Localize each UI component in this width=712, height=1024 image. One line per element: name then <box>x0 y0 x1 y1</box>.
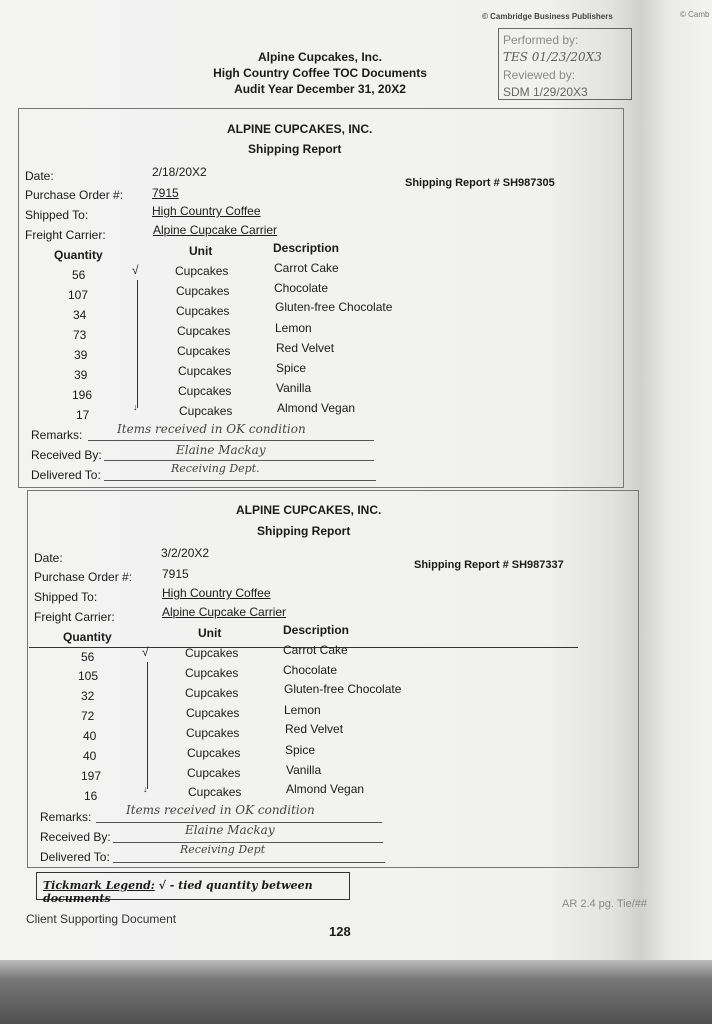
report2-row-qty: 72 <box>81 709 95 723</box>
report1-row-desc: Red Velvet <box>276 341 335 355</box>
report2-date: 3/2/20X2 <box>161 546 210 560</box>
report2-delivered-to-label: Delivered To: <box>40 850 110 864</box>
report2-received-by: Elaine Mackay <box>185 823 275 837</box>
report1-tickmark-top: √ <box>132 263 139 277</box>
report1-row-qty: 56 <box>72 268 86 282</box>
report2-company: ALPINE CUPCAKES, INC. <box>236 503 382 517</box>
report1-quantity-header: Quantity <box>54 248 103 262</box>
report1-row-unit: Cupcakes <box>176 284 230 298</box>
page-number: 128 <box>329 924 351 939</box>
signoff-box <box>498 28 632 100</box>
report1-carrier-label: Freight Carrier: <box>25 228 106 242</box>
report2-remarks-label: Remarks: <box>40 810 92 824</box>
report2-row-qty: 32 <box>81 689 95 703</box>
report2-row-qty: 56 <box>81 650 95 664</box>
report2-row-qty: 16 <box>84 789 98 803</box>
report2-tickmark-top: √ <box>142 645 149 659</box>
report1-row-desc: Spice <box>276 361 307 375</box>
report1-row-qty: 34 <box>73 308 87 322</box>
report1-remarks-line <box>88 440 374 441</box>
report2-row-desc: Red Velvet <box>285 722 344 736</box>
report1-row-unit: Cupcakes <box>177 324 231 338</box>
report1-shipped-to: High Country Coffee <box>152 204 261 218</box>
report2-po: 7915 <box>162 567 189 581</box>
report1-row-unit: Cupcakes <box>176 304 230 318</box>
report1-delivered-to: Receiving Dept. <box>171 462 260 475</box>
report2-row-unit: Cupcakes <box>188 785 242 799</box>
performed-by-label: Performed by: <box>503 33 579 47</box>
report1-row-unit: Cupcakes <box>175 264 229 278</box>
report1-row-desc: Chocolate <box>274 281 329 295</box>
copyright-notice-edge: © Camb <box>680 10 710 19</box>
report1-received-by: Elaine Mackay <box>176 443 266 457</box>
report1-tickmark-line <box>137 280 138 408</box>
report2-row-qty: 40 <box>83 749 97 763</box>
report1-row-desc: Gluten-free Chocolate <box>275 300 393 314</box>
report2-row-unit: Cupcakes <box>187 746 241 760</box>
report2-row-qty: 105 <box>78 669 99 683</box>
report1-row-qty: 39 <box>74 348 88 362</box>
report1-date: 2/18/20X2 <box>152 165 207 179</box>
report2-remarks: Items received in OK condition <box>126 803 315 817</box>
report2-row-desc: Spice <box>285 743 316 757</box>
report2-row-qty: 40 <box>83 729 97 743</box>
report2-row-unit: Cupcakes <box>185 646 239 660</box>
report1-row-qty: 39 <box>74 368 88 382</box>
header-audit-year: Audit Year December 31, 20X2 <box>234 82 406 96</box>
report1-shipped-to-label: Shipped To: <box>25 208 89 222</box>
report1-po-label: Purchase Order #: <box>25 188 124 202</box>
report1-row-qty: 73 <box>73 328 87 342</box>
tickmark-legend-title: Tickmark Legend: <box>43 879 155 892</box>
performed-by-value: TES 01/23/20X3 <box>503 50 602 64</box>
report1-row-desc: Lemon <box>275 321 312 335</box>
report2-delivered-to: Receiving Dept <box>180 843 266 856</box>
report2-row-desc: Chocolate <box>283 663 338 677</box>
report1-row-desc: Vanilla <box>276 381 312 395</box>
report2-shipped-to: High Country Coffee <box>162 586 271 600</box>
report1-row-unit: Cupcakes <box>179 404 233 418</box>
report1-number: Shipping Report # SH987305 <box>405 177 555 189</box>
report2-row-qty: 197 <box>81 769 102 783</box>
header-doc-title: High Country Coffee TOC Documents <box>213 66 427 80</box>
report2-tickmark-arrow-icon: ↓ <box>143 784 148 794</box>
report1-tickmark-arrow-icon: ↓ <box>133 402 138 412</box>
tickmark-legend <box>36 872 350 905</box>
report2-row-desc: Vanilla <box>286 763 322 777</box>
report1-remarks: Items received in OK condition <box>117 422 306 436</box>
report1-carrier: Alpine Cupcake Carrier <box>153 223 278 237</box>
report1-description-header: Description <box>273 241 340 255</box>
report1-received-by-label: Received By: <box>31 448 102 462</box>
report2-description-header: Description <box>283 623 350 637</box>
client-supporting-document: Client Supporting Document <box>26 912 177 926</box>
report2-row-desc: Almond Vegan <box>286 782 365 796</box>
report1-title: Shipping Report <box>248 142 342 156</box>
shipping-report-1 <box>18 108 624 488</box>
scan-bottom-shadow <box>0 960 712 1024</box>
reviewed-by-label: Reviewed by: <box>503 68 576 82</box>
report1-row-qty: 17 <box>76 408 90 422</box>
report1-received-by-line <box>104 460 374 461</box>
report2-row-unit: Cupcakes <box>186 706 240 720</box>
report2-row-desc: Gluten-free Chocolate <box>284 682 402 696</box>
report2-date-label: Date: <box>34 551 63 565</box>
report1-row-qty: 107 <box>68 288 89 302</box>
workpaper-reference: AR 2.4 pg. Tie/## <box>562 898 647 910</box>
report2-quantity-header: Quantity <box>63 630 112 644</box>
report1-row-unit: Cupcakes <box>177 344 231 358</box>
report1-row-desc: Carrot Cake <box>274 261 339 275</box>
report2-carrier-label: Freight Carrier: <box>34 610 115 624</box>
report2-row-desc: Carrot Cake <box>283 643 348 657</box>
report1-date-label: Date: <box>25 169 54 183</box>
report1-row-desc: Almond Vegan <box>277 401 356 415</box>
reviewed-by-value: SDM 1/29/20X3 <box>503 85 588 99</box>
report1-company: ALPINE CUPCAKES, INC. <box>227 122 373 136</box>
header-company: Alpine Cupcakes, Inc. <box>257 50 383 64</box>
copyright-notice: © Cambridge Business Publishers <box>482 12 613 21</box>
report2-shipped-to-label: Shipped To: <box>34 590 98 604</box>
report2-number: Shipping Report # SH987337 <box>414 559 564 571</box>
report2-po-label: Purchase Order #: <box>34 570 133 584</box>
shipping-report-2 <box>27 490 639 868</box>
report1-delivered-to-label: Delivered To: <box>31 468 101 482</box>
report2-row-unit: Cupcakes <box>187 766 241 780</box>
report2-tickmark-line <box>147 662 148 789</box>
report2-row-desc: Lemon <box>284 703 321 717</box>
book-spine-shadow <box>640 0 712 975</box>
tickmark-legend-text: √ - tied quantity between documents <box>43 879 313 905</box>
report1-delivered-to-line <box>104 480 376 481</box>
report1-row-qty: 196 <box>72 388 93 402</box>
report2-unit-header: Unit <box>198 626 222 640</box>
report2-row-unit: Cupcakes <box>185 686 239 700</box>
report1-po: 7915 <box>152 186 179 200</box>
report2-carrier: Alpine Cupcake Carrier <box>162 605 287 619</box>
report2-row-unit: Cupcakes <box>186 726 240 740</box>
report2-title: Shipping Report <box>257 524 351 538</box>
report2-row-unit: Cupcakes <box>185 666 239 680</box>
report1-row-unit: Cupcakes <box>178 364 232 378</box>
report1-remarks-label: Remarks: <box>31 428 83 442</box>
report2-delivered-to-line <box>113 862 385 863</box>
report1-row-unit: Cupcakes <box>178 384 232 398</box>
report1-unit-header: Unit <box>189 244 213 258</box>
report2-received-by-label: Received By: <box>40 830 111 844</box>
